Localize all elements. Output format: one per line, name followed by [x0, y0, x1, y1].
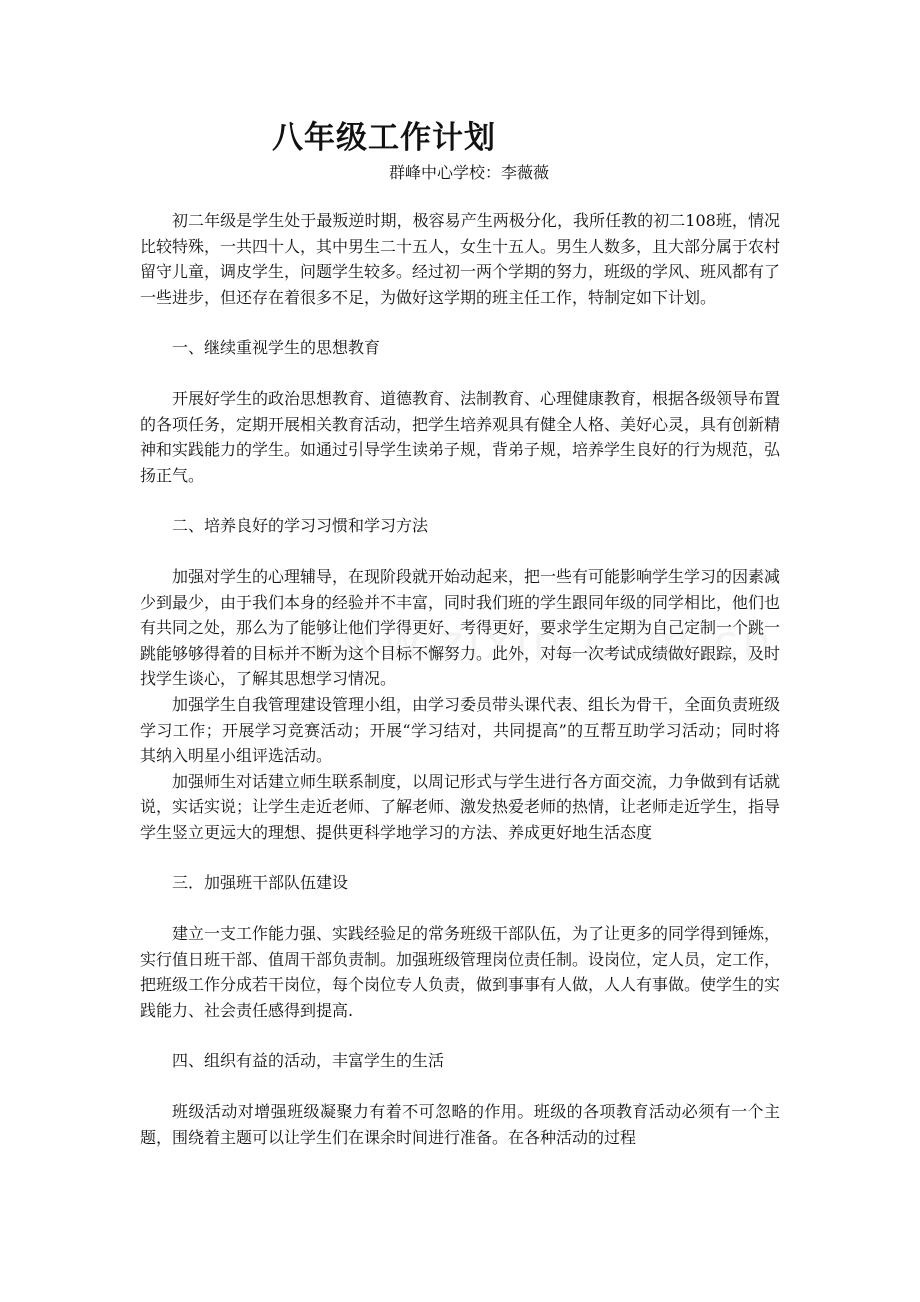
section-3-paragraph-1: 建立一支工作能力强、实践经验足的常务班级干部队伍，为了让更多的同学得到锤炼，实行值日班干部、值周干部负责制。加强班级管理岗位责任制。设岗位，定人员，定工作，把班级工作分成若干岗位，每个岗位专人负责，做到事事有人做，人人有事做。使学生的实践能力、社会责任感得到提高.: [140, 924, 781, 1020]
section-heading-2: 二、培养良好的学习习惯和学习方法: [172, 516, 429, 536]
section-heading-1: 一、继续重视学生的思想教育: [172, 338, 381, 358]
section-heading-3: 三．加强班干部队伍建设: [172, 873, 349, 893]
section-2-paragraph-2: 加强学生自我管理建设管理小组，由学习委员带头课代表、组长为骨干，全面负责班级学习工作；开展学习竞赛活动；开展“学习结对，共同提高”的互帮互助学习活动；同时将其纳入明星小组评选活动。: [140, 694, 781, 766]
document-subtitle: 群峰中心学校：李薇薇: [389, 163, 550, 182]
intro-paragraph: 初二年级是学生处于最叛逆时期，极容易产生两极分化，我所任教的初二108班，情况比较特殊，一共四十人，其中男生二十五人，女生十五人。男生人数多，且大部分属于农村留守儿童，调皮学生，问题学生较多。经过初一两个学期的努力，班级的学风、班风都有了一些进步，但还存在着很多不足，为做好这学期的班主任工作，特制定如下计划。: [140, 211, 781, 307]
document-title: 八年级工作计划: [272, 120, 496, 156]
document-body: [140, 208, 780, 1150]
section-4-paragraph-1: 班级活动对增强班级凝聚力有着不可忽略的作用。班级的各项教育活动必须有一个主题，围绕着主题可以让学生们在课余时间进行准备。在各种活动的过程: [140, 1102, 780, 1147]
section-2-paragraph-1: 加强对学生的心理辅导，在现阶段就开始动起来，把一些有可能影响学生学习的因素减少到最少，由于我们本身的经验并不丰富，同时我们班的学生跟同年级的同学相比，他们也有共同之处，那么为了能够让他们学得更好、考得更好，要求学生定期为自己定制一个跳一跳能够够得着的目标并不断为这个目标不懈努力。此外，对每一次考试成绩做好跟踪，及时找学生谈心，了解其思想学习情况。: [140, 566, 781, 689]
section-2-paragraph-3: 加强师生对话建立师生联系制度，以周记形式与学生进行各方面交流，力争做到有话就说，实话实说；让学生走近老师、了解老师、激发热爱老师的热情，让老师走近学生，指导学生竖立更远大的理想、提供更科学地学习的方法、养成更好地生活态度: [140, 771, 781, 842]
section-heading-4: 四、组织有益的活动，丰富学生的生活: [172, 1051, 445, 1071]
section-1-paragraph-1: 开展好学生的政治思想教育、道德教育、法制教育、心理健康教育，根据各级领导布置的各项任务，定期开展相关教育活动，把学生培养观具有健全人格、美好心灵，具有创新精神和实践能力的学生。如通过引导学生读弟子规，背弟子规，培养学生良好的行为规范，弘扬正气。: [140, 388, 781, 485]
